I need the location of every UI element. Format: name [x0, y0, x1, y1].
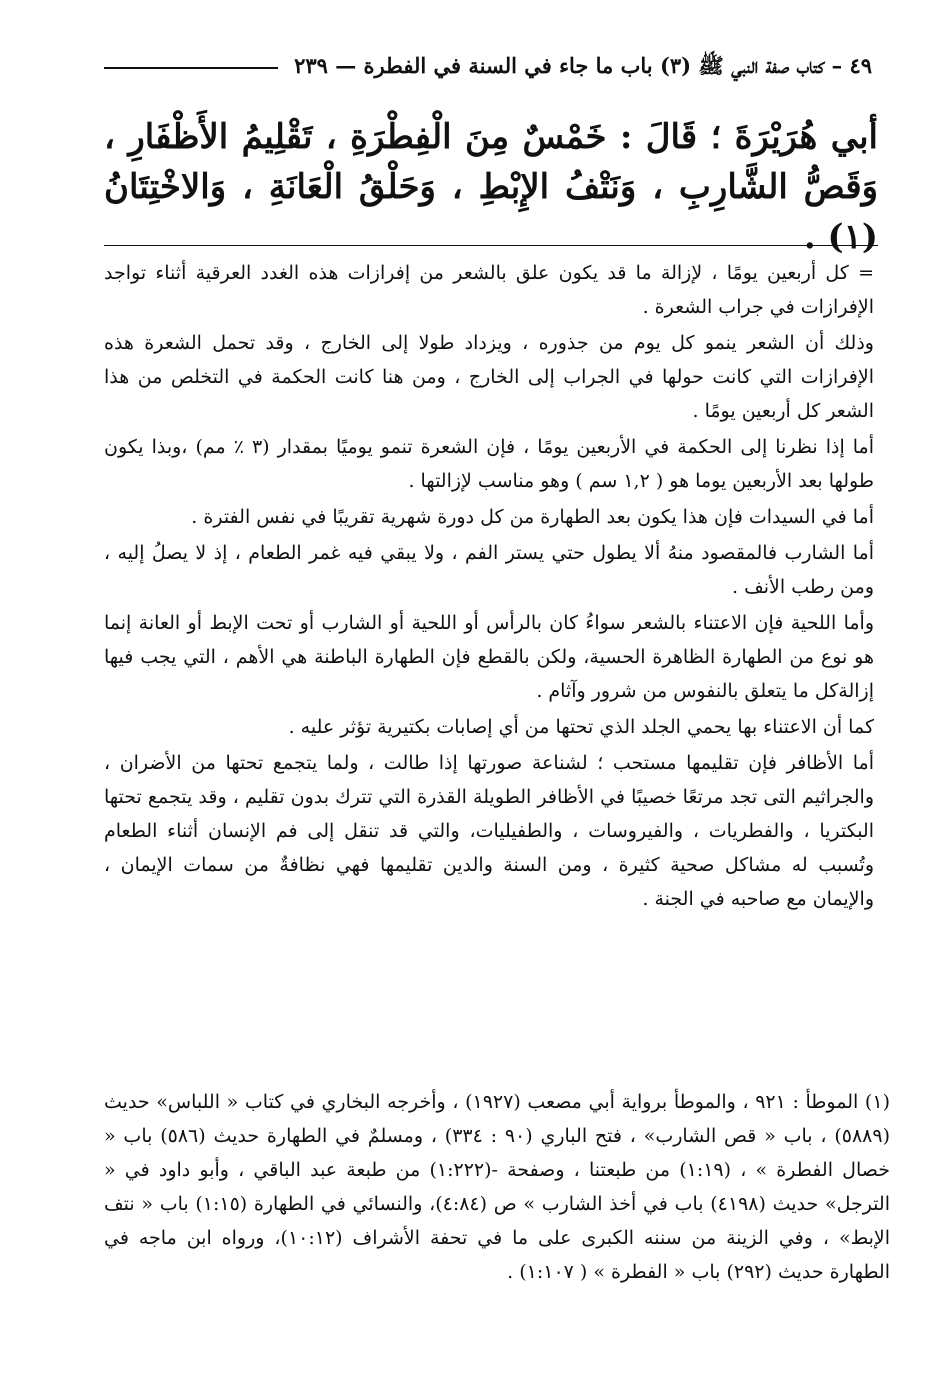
header-text: ٤٩ – كتاب صفة النبي ﷺ (٣) باب ما جاء في السنة في الفطرة — ٢٣٩: [294, 52, 872, 78]
hadith-divider: [104, 245, 878, 246]
hadith-text: أبي هُرَيْرَةَ ؛ قَالَ : خَمْسٌ مِنَ الْفِطْرَةِ ، تَقْلِيمُ الأَظْفَارِ ، وَقَصُّ الشَّارِبِ ، وَنَتْفُ الإِبْطِ ، وَحَلْقُ الْعَانَةِ ، وَالاخْتِتَانُ (١) .: [104, 117, 878, 257]
commentary: [104, 256, 874, 918]
commentary-paragraph: أما الأظافر فإن تقليمها مستحب ؛ لشناعة صورتها إذا طالت ، ولما يتجمع تحتها من الأضران ، والجراثيم التى تجد مرتعًا خصيبًا في الأظافر الطويلة القذرة التي تترك بدون تقليم ، وقد يتجمع تحتها البكتريا ، والفطريات ، والفيروسات ، والطفيليات، والتي قد تنقل إلى فم الإنسان أثناء الطعام وتُسبب له مشاكل صحية كثيرة ، ومن السنة والدين تقليمها فهي نظافةٌ من سمات الإيمان ، والإيمان مع صاحبه في الجنة .: [104, 752, 874, 910]
commentary-paragraph: أما في السيدات فإن هذا يكون بعد الطهارة من كل دورة شهرية تقريبًا في نفس الفترة .: [191, 506, 874, 528]
footnote-1: (١) الموطأ : ٩٢١ ، والموطأ برواية أبي مصعب (١٩٢٧) ، وأخرجه البخاري في كتاب « اللباس» حديث (٥٨٨٩) ، باب « قص الشارب» ، فتح الباري (٩٠ : ٣٣٤) ، ومسلمٌ في الطهارة حديث (٥٨٦) باب « خصال الفطرة » ، (١:١٩) من طبعتنا ، وصفحة -(١:٢٢٢) من طبعة عبد الباقي ، وأبو داود في « الترجل» حديث (٤١٩٨) باب في أخذ الشارب » ص (٤:٨٤)، والنسائي في الطهارة (١:١٥) باب « نتف الإبط» ، وفي الزينة من سننه الكبرى على ما في تحفة الأشراف (١٠:١٢)، ورواه ابن ماجه في الطهارة حديث (٢٩٢) باب « الفطرة » ( ١:١٠٧) .: [104, 1091, 891, 1283]
header-rule: [104, 67, 278, 69]
commentary-paragraph: كما أن الاعتناء بها يحمي الجلد الذي تحتها من أي إصابات بكتيرية تؤثر عليه .: [288, 716, 874, 738]
footnotes: [104, 1085, 890, 1289]
commentary-paragraph: = كل أربعين يومًا ، لإزالة ما قد يكون علق بالشعر من إفرازات هذه الغدد العرقية أثناء تواجد الإفرازات في جراب الشعرة .: [104, 262, 874, 318]
commentary-paragraph: وذلك أن الشعر ينمو كل يوم من جذوره ، ويزداد طولا إلى الخارج ، وقد تحمل الشعرة هذه الإفرازات التي كانت حولها في الجراب إلى الخارج ، ومن هنا كانت الحكمة في التخلص من هذا الشعر كل أربعين يومًا .: [104, 332, 874, 422]
commentary-paragraph: أما إذا نظرنا إلى الحكمة في الأربعين يومًا ، فإن الشعرة تنمو يوميًا بمقدار (٣ ٪ مم) ،وبذا يكون طولها بعد الأربعين يوما هو ( ١,٢ سم ) وهو مناسب لإزالتها .: [104, 436, 874, 492]
commentary-paragraph: وأما اللحية فإن الاعتناء بالشعر سواءُ كان بالرأس أو اللحية أو الشارب أو تحت الإبط أو العانة إنما هو نوع من الطهارة الظاهرة الحسية، ولكن بالقطع فإن الطهارة الباطنة هي الأهم ، التي يجب فيها إزالةكل ما يتعلق بالنفوس من شرور وآثام .: [104, 612, 874, 702]
commentary-paragraph: أما الشارب فالمقصود منهُ ألا يطول حتي يستر الفم ، ولا يبقي فيه غمر الطعام ، إذ لا يصلُ إليه ، ومن رطب الأنف .: [104, 542, 874, 598]
running-header: [104, 48, 872, 88]
